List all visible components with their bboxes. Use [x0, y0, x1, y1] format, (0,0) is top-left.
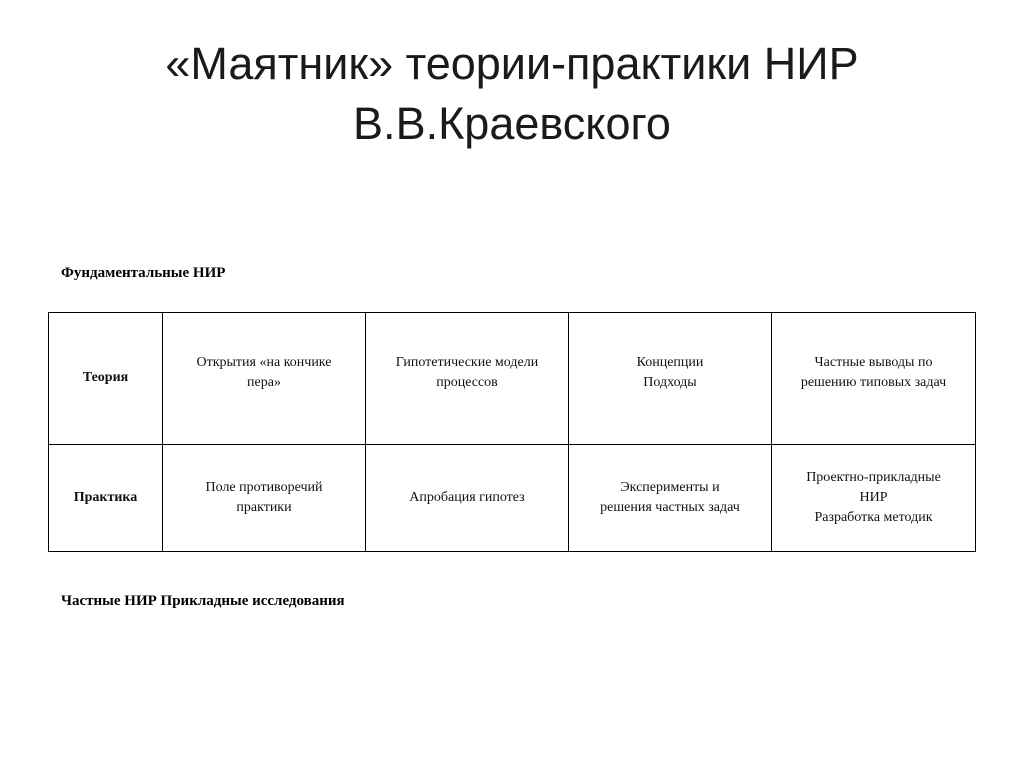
table-cell: Проектно-прикладные НИР Разработка методик — [772, 444, 976, 551]
caption-fundamental: Фундаментальные НИР — [61, 265, 226, 281]
row-head-practice: Практика — [49, 444, 163, 551]
row-head-theory: Теория — [49, 313, 163, 445]
table-cell: Апробация гипотез — [366, 444, 569, 551]
table-cell: Частные выводы по решению типовых задач — [772, 313, 976, 445]
table-cell: Эксперименты и решения частных задач — [569, 444, 772, 551]
title-line-2: В.В.Краевского — [353, 98, 671, 149]
caption-applied: Частные НИР Прикладные исследования — [61, 593, 345, 609]
table-cell: Поле противоречий практики — [163, 444, 366, 551]
theory-practice-table — [48, 312, 976, 552]
table-row-practice — [49, 444, 976, 551]
table-cell: Открытия «на кончике пера» — [163, 313, 366, 445]
slide-title — [0, 34, 1024, 154]
table-cell: Концепции Подходы — [569, 313, 772, 445]
title-line-1: «Маятник» теории-практики НИР — [165, 38, 859, 89]
table-cell: Гипотетические модели процессов — [366, 313, 569, 445]
table-row-theory — [49, 313, 976, 445]
